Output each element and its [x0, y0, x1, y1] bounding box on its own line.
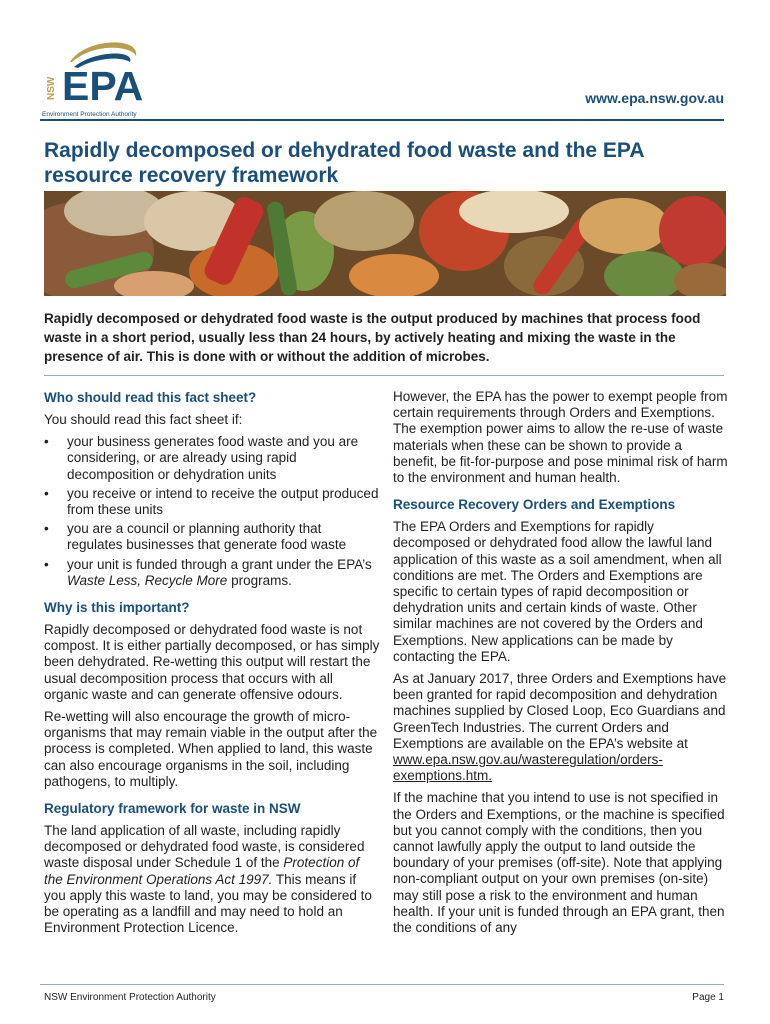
bullet: •	[44, 521, 49, 537]
rro-heading: Resource Recovery Orders and Exemptions	[393, 497, 676, 513]
left-column	[44, 389, 380, 942]
rro-paragraph-3: If the machine that you intend to use is not specified in the Orders and Exemptions, or the machine is specified but you cannot comply with the conditions, then you cannot lawfully apply the output to land outside the boundary of your premises (off-site). Note that applying non-compliant output on your own premises (on-site) may still pose a risk to the environment and human health. If your unit is funded through an EPA grant, then the conditions of any	[393, 790, 725, 936]
why-paragraph-2: Re-wetting will also encourage the growth of micro-organisms that may remain viable in the output after the process is completed. When applied to land, this waste can also encourage organisms in the soil, including pathogens, to multiply.	[44, 709, 378, 789]
orders-exemptions-link[interactable]: www.epa.nsw.gov.au/wasteregulation/orders-exemptions.htm.	[393, 752, 663, 784]
who-heading: Who should read this fact sheet?	[44, 390, 257, 405]
bullet: •	[44, 434, 49, 450]
page-number: Page 1	[692, 992, 724, 1003]
bullet: •	[44, 556, 49, 572]
website-link[interactable]: www.epa.nsw.gov.au	[585, 90, 724, 106]
audience-list	[44, 434, 380, 589]
list-item-text: your unit is funded through a grant under the EPA’s Waste Less, Recycle More programs.	[67, 556, 372, 588]
page-title: Rapidly decomposed or dehydrated food waste and the EPA resource recovery framework	[44, 139, 644, 187]
rro-paragraph-2: As at January 2017, three Orders and Exemptions have been granted for rapid decomposition and dehydration machines supplied by Closed Loop, Eco Guardians and GreenTech Industries. The current Orders and Exemptions are available on the EPA’s website at www.epa.nsw.gov.au/wasteregulation/orders-exemptions.htm.	[393, 671, 727, 784]
header-divider	[40, 119, 724, 121]
svg-text:EPA: EPA	[62, 63, 144, 109]
list-item	[44, 557, 380, 589]
why-paragraph-1: Rapidly decomposed or dehydrated food waste is not compost. It is either partially decomposed, or has simply been dehydrated. Re-wetting this output will restart the usual decomposition process that occurs with all organic waste and can generate offensive odours.	[44, 622, 380, 702]
intro-paragraph: Rapidly decomposed or dehydrated food waste is the output produced by machines that process food waste in a short period, usually less than 24 hours, by actively heating and mixing the waste in the presence of air. This is done with or without the addition of microbes.	[44, 311, 701, 364]
why-heading: Why is this important?	[44, 600, 190, 616]
exemption-paragraph: However, the EPA has the power to exempt people from certain requirements through Orders and Exemptions. The exemption power aims to allow the re-use of waste materials when these can be shown to provide a benefit, be fit-for-purpose and pose minimal risk of harm to the environment and human health.	[393, 389, 728, 486]
regulatory-paragraph: The land application of all waste, including rapidly decomposed or dehydrated food waste, is considered waste disposal under Schedule 1 of the Protection of the Environment Operations Act 1997. This means if you apply this waste to land, you may be considered to be operating as a landfill and may need to hold an Environment Protection Licence.	[44, 823, 372, 936]
footer-organisation: NSW Environment Protection Authority	[44, 992, 216, 1003]
footer-divider	[40, 984, 724, 985]
list-item	[44, 434, 380, 483]
bullet: •	[44, 485, 49, 501]
food-waste-photo	[44, 191, 726, 296]
list-item	[44, 521, 380, 553]
who-lead: You should read this fact sheet if:	[44, 412, 243, 427]
svg-text:NSW: NSW	[46, 76, 57, 100]
epa-logo	[40, 40, 180, 120]
regulatory-heading: Regulatory framework for waste in NSW	[44, 801, 301, 817]
list-item	[44, 486, 380, 518]
list-item-text: you receive or intend to receive the output produced from these units	[67, 485, 379, 518]
list-item-text: you are a council or planning authority that regulates businesses that generate food waste	[67, 521, 347, 553]
list-item-text: your business generates food waste and you are considering, or are already using rapid decomposition or dehydration units	[67, 434, 359, 482]
rro-paragraph-1: The EPA Orders and Exemptions for rapidly decomposed or dehydrated food allow the lawful land application of this waste as a soil amendment, when all conditions are met. The Orders and Exemptions are specific to certain types of rapid decomposition or dehydration units and certain kinds of waste. Other similar machines are not covered by the Orders and Exemptions. New applications can be made by contacting the EPA.	[393, 519, 722, 664]
right-column	[393, 389, 728, 942]
section-divider	[44, 375, 724, 376]
svg-text:Environment Protection Authori: Environment Protection Authority	[42, 111, 137, 118]
